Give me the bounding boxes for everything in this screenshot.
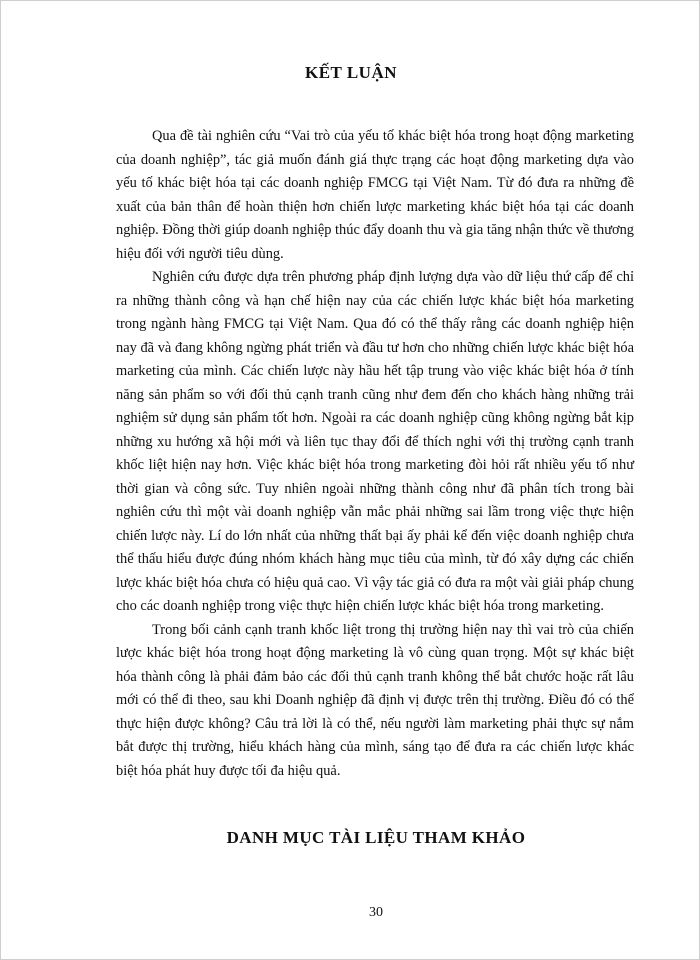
conclusion-title: KẾT LUẬN — [304, 63, 397, 82]
paragraph-1: Qua đề tài nghiên cứu “Vai trò của yếu tố khác biệt hóa trong hoạt động marketing của doanh nghiệp”, tác giả muốn đánh giá thực trạng các hoạt động marketing dựa vào yếu tố khác biệt hóa tại các doanh nghiệp FMCG tại Việt Nam. Từ đó đưa ra những đề xuất của bản thân để hoàn thiện hơn chiến lược marketing khác biệt hóa tại các doanh nghiệp. Đồng thời giúp doanh nghiệp thúc đẩy doanh thu và gia tăng nhận thức về thương hiệu đối với người tiêu dùng. — [116, 128, 635, 262]
paragraph-2: Nghiên cứu được dựa trên phương pháp định lượng dựa vào dữ liệu thứ cấp để chỉ ra những thành công và hạn chế hiện nay của các chiến lược khác biệt hóa marketing trong ngành hàng FMCG tại Việt Nam. Qua đó có thể thấy rằng các doanh nghiệp hiện nay đã và đang không ngừng phát triển và đầu tư hơn cho những chiến lược khác biệt hóa marketing của mình. Các chiến lược này hầu hết tập trung vào việc khác biệt hóa ở tính năng sản phẩm so với đối thủ cạnh tranh cũng như đem đến cho khách hàng những trải nghiệm sử dụng sản phẩm tốt hơn. Ngoài ra các doanh nghiệp cũng không ngừng bắt kịp những xu hướng xã hội mới và liên tục thay đổi để thích nghi với thị trường cạnh tranh khốc liệt hiện nay hơn. Việc khác biệt hóa trong marketing đòi hỏi rất nhiều yếu tố như thời gian và công sức. Tuy nhiên ngoài những thành công như đã phân tích trong bài nghiên cứu thì một vài doanh nghiệp vẫn mắc phải những sai lầm trong việc thực hiện chiến lược này. Lí do lớn nhất của những thất bại ấy phải kể đến việc doanh nghiệp chưa thể thấu hiểu được đúng nhóm khách hàng mục tiêu của mình, từ đó xây dựng các chiến lược khác biệt hóa chưa có hiệu quả cao. Vì vậy tác giả có đưa ra một vài giải pháp chung cho các doanh nghiệp trong việc thực hiện chiến lược khác biệt hóa trong marketing. — [116, 269, 634, 614]
paragraph-3: Trong bối cảnh cạnh tranh khốc liệt trong thị trường hiện nay thì vai trò của chiến lược khác biệt hóa trong hoạt động marketing là vô cùng quan trọng. Một sự khác biệt hóa thành công là phải đảm bảo các đối thủ cạnh tranh không thể bắt chước hoặc rất lâu mới có thể đi theo, sau khi Doanh nghiệp đã định vị được trên thị trường. Điều đó có thể thực hiện được không? Câu trả lời là có thể, nếu người làm marketing phải thực sự nắm bắt được thị trường, hiểu khách hàng của mình, sáng tạo để đưa ra các chiến lược khác biệt hóa phát huy được tối đa hiệu quả. — [116, 621, 634, 779]
conclusion-body — [116, 125, 634, 783]
references-title: DANH MỤC TÀI LIỆU THAM KHẢO — [226, 828, 526, 847]
page-number: 30 — [369, 905, 383, 920]
